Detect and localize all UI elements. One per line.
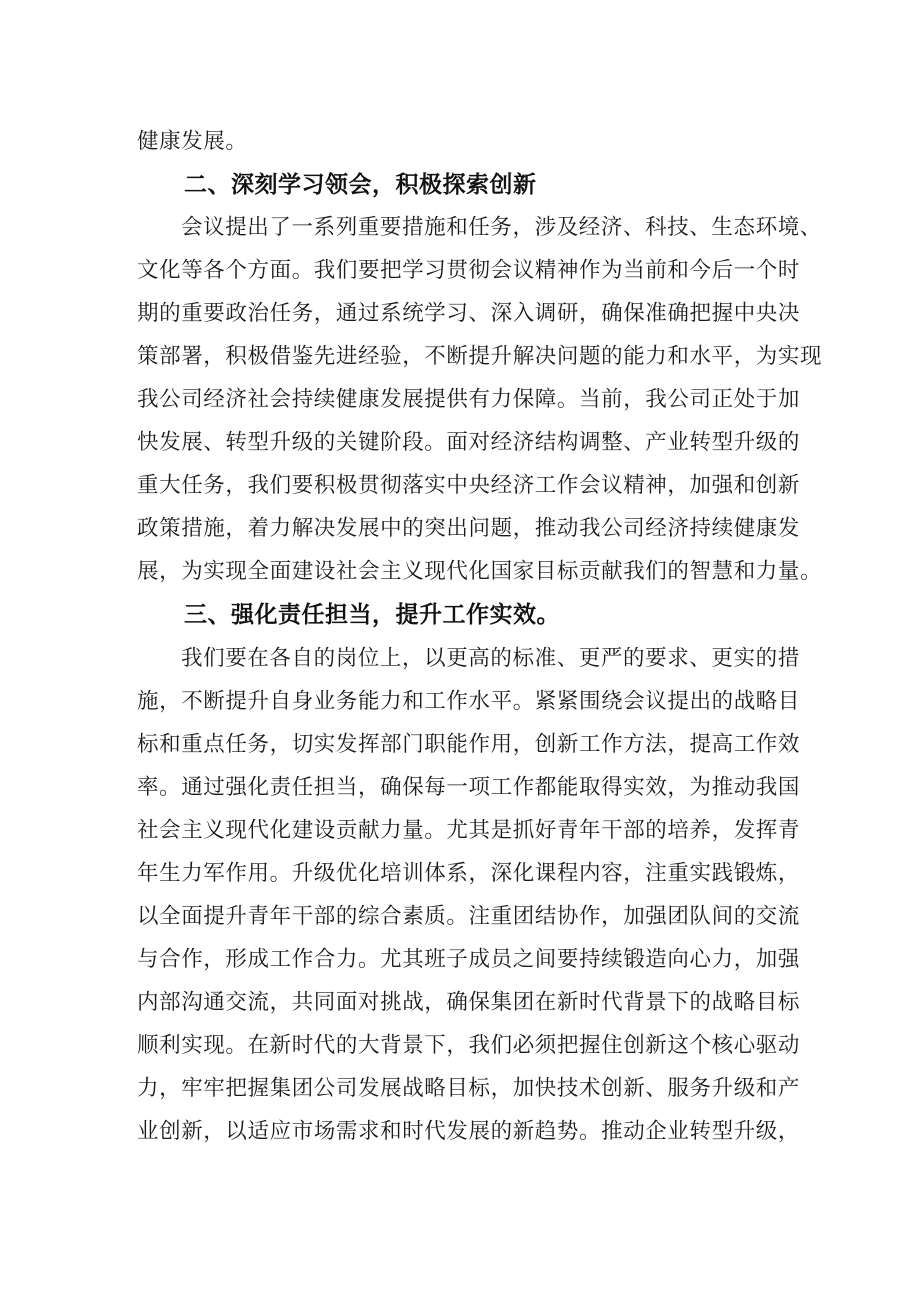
paragraph-line: 施，不断提升自身业务能力和工作水平。紧紧围绕会议提出的战略目 bbox=[137, 689, 801, 714]
paragraph-line: 业创新，以适应市场需求和时代发展的新趋势。推动企业转型升级， bbox=[137, 1119, 801, 1144]
paragraph-line: 我们要在各自的岗位上，以更高的标准、更严的要求、更实的措 bbox=[181, 646, 800, 671]
paragraph-line: 内部沟通交流，共同面对挑战，确保集团在新时代背景下的战略目标 bbox=[137, 990, 801, 1015]
paragraph-line: 社会主义现代化建设贡献力量。尤其是抓好青年干部的培养，发挥青 bbox=[137, 818, 801, 843]
paragraph-line: 会议提出了一系列重要措施和任务，涉及经济、科技、生态环境、 bbox=[181, 215, 822, 240]
section-heading-3: 三、强化责任担当，提升工作实效。 bbox=[184, 602, 560, 628]
paragraph-line: 重大任务，我们要积极贯彻落实中央经济工作会议精神，加强和创新 bbox=[137, 473, 801, 498]
paragraph-line: 顺利实现。在新时代的大背景下，我们必须把握住创新这个核心驱动 bbox=[137, 1033, 801, 1058]
paragraph-line: 标和重点任务，切实发挥部门职能作用，创新工作方法，提高工作效 bbox=[137, 732, 801, 757]
paragraph-line: 展，为实现全面建设社会主义现代化国家目标贡献我们的智慧和力量。 bbox=[137, 559, 823, 584]
paragraph-line: 政策措施，着力解决发展中的突出问题，推动我公司经济持续健康发 bbox=[137, 516, 801, 541]
paragraph-line: 健康发展。 bbox=[137, 129, 248, 154]
paragraph-line: 力，牢牢把握集团公司发展战略目标，加快技术创新、服务升级和产 bbox=[137, 1076, 801, 1101]
paragraph-line: 策部署，积极借鉴先进经验，不断提升解决问题的能力和水平，为实现 bbox=[137, 344, 823, 369]
paragraph-line: 年生力军作用。升级优化培训体系，深化课程内容，注重实践锻炼， bbox=[137, 861, 801, 886]
paragraph-line: 以全面提升青年干部的综合素质。注重团结协作，加强团队间的交流 bbox=[137, 904, 801, 929]
paragraph-line: 快发展、转型升级的关键阶段。面对经济结构调整、产业转型升级的 bbox=[137, 430, 801, 455]
paragraph-line: 与合作，形成工作合力。尤其班子成员之间要持续锻造向心力，加强 bbox=[137, 947, 801, 972]
paragraph-line: 我公司经济社会持续健康发展提供有力保障。当前，我公司正处于加 bbox=[137, 387, 801, 412]
paragraph-line: 文化等各个方面。我们要把学习贯彻会议精神作为当前和今后一个时 bbox=[137, 258, 801, 283]
section-heading-2: 二、深刻学习领会，积极探索创新 bbox=[184, 172, 537, 198]
paragraph-line: 期的重要政治任务，通过系统学习、深入调研，确保准确把握中央决 bbox=[137, 301, 801, 326]
paragraph-line: 率。通过强化责任担当，确保每一项工作都能取得实效，为推动我国 bbox=[137, 775, 801, 800]
